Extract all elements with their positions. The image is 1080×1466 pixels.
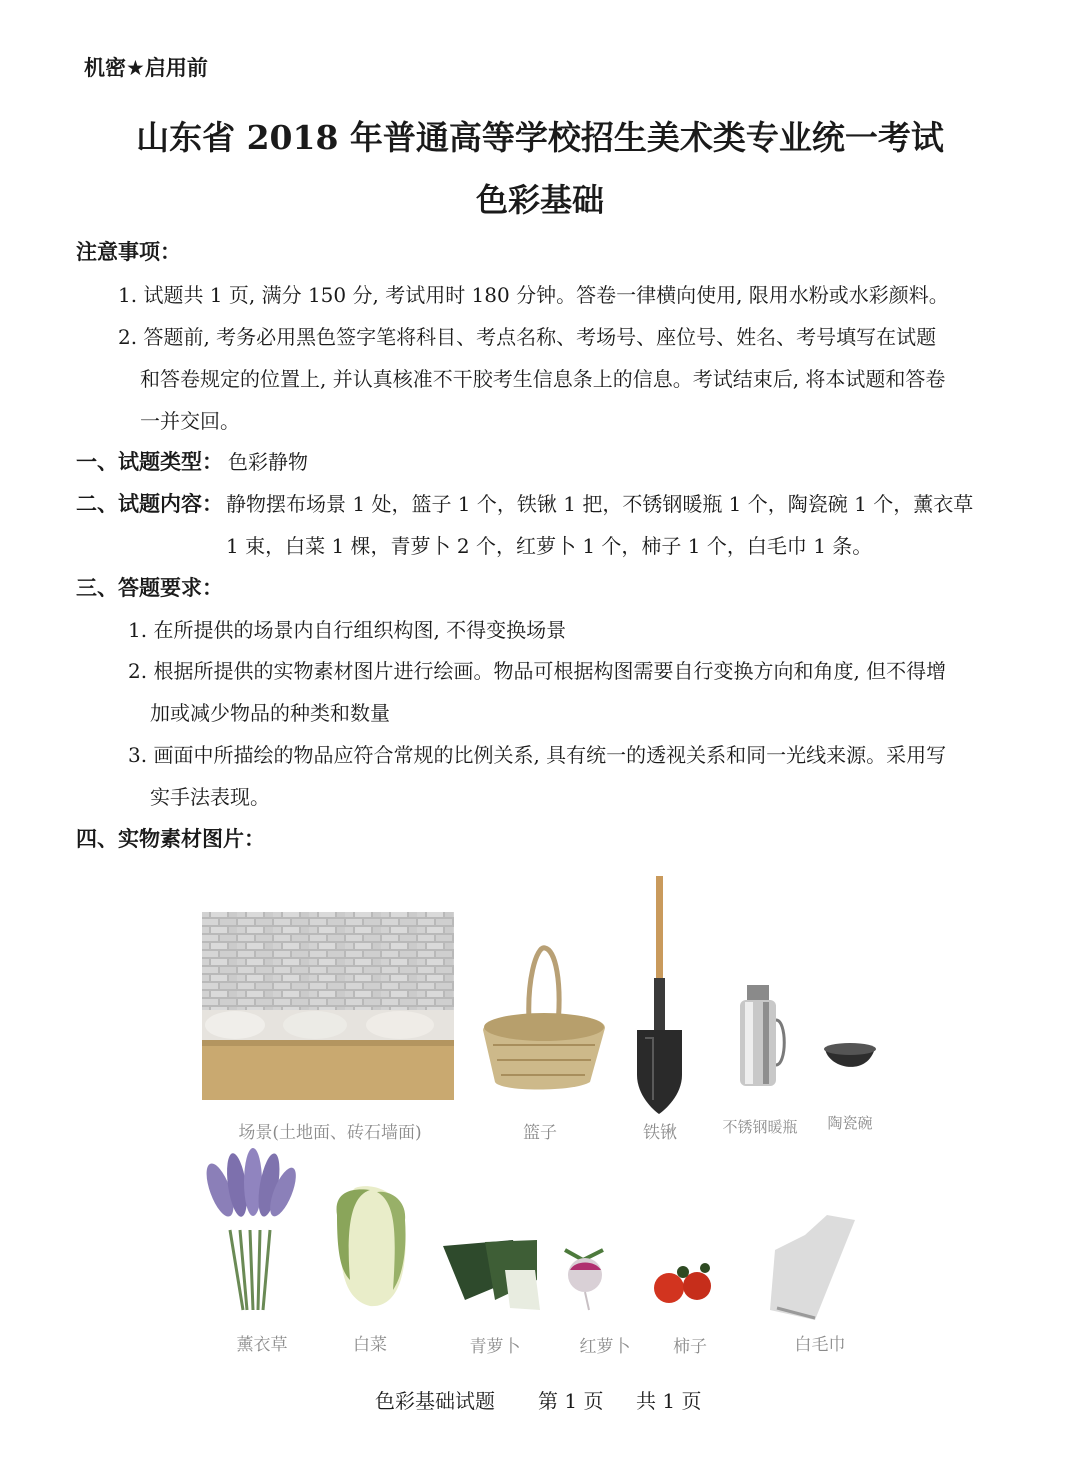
notice-heading: 注意事项： xyxy=(76,240,181,264)
caption-red-radish: 红萝卜 xyxy=(579,1337,631,1357)
section1-heading: 一、试题类型： xyxy=(76,450,223,474)
thermos-image xyxy=(740,985,784,1086)
scene-image xyxy=(202,912,454,1100)
section3-item-3-line2: 实手法表现。 xyxy=(150,785,270,809)
bowl-image xyxy=(824,1043,876,1067)
caption-bowl: 陶瓷碗 xyxy=(827,1114,873,1132)
caption-cabbage: 白菜 xyxy=(353,1335,387,1355)
cabbage-image xyxy=(337,1186,406,1306)
section4-heading: 四、实物素材图片： xyxy=(76,827,265,851)
caption-thermos: 不锈钢暖瓶 xyxy=(722,1118,798,1136)
subject-title: 色彩基础 xyxy=(475,181,604,219)
caption-scene: 场景(土地面、砖石墙面) xyxy=(238,1123,422,1143)
caption-shovel: 铁锹 xyxy=(643,1123,677,1143)
caption-green-radish: 青萝卜 xyxy=(469,1337,521,1357)
red-radish-image xyxy=(565,1250,603,1310)
exam-title: 山东省 2018 年普通高等学校招生美术类专业统一考试 xyxy=(136,118,944,157)
section2-line2: 1 束，白菜 1 棵，青萝卜 2 个，红萝卜 1 个，柿子 1 个，白毛巾 1 条。 xyxy=(226,534,873,558)
caption-towel: 白毛巾 xyxy=(794,1335,846,1355)
towel-image xyxy=(770,1215,855,1320)
notice-item-2-line3: 一并交回。 xyxy=(140,409,240,433)
footer-name: 色彩基础试题 xyxy=(375,1389,495,1413)
section3-item-2-line2: 加或减少物品的种类和数量 xyxy=(150,701,390,725)
notice-item-2-line2: 和答卷规定的位置上, 并认真核准不干胶考生信息条上的信息。考试结束后, 将本试题和答卷 xyxy=(140,367,946,391)
notice-item-1: 1. 试题共 1 页, 满分 150 分, 考试用时 180 分钟。答卷一律横向使用, 限用水粉或水彩颜料。 xyxy=(118,283,949,307)
caption-lavender: 薰衣草 xyxy=(236,1335,288,1355)
section3-item-1: 1. 在所提供的场景内自行组织构图, 不得变换场景 xyxy=(128,618,567,642)
section1-text: 色彩静物 xyxy=(228,450,308,474)
caption-basket: 篮子 xyxy=(523,1123,557,1143)
confidential-mark: 机密★启用前 xyxy=(84,56,208,80)
notice-item-2-line1: 2. 答题前, 考务必用黑色签字笔将科目、考点名称、考场号、座位号、姓名、考号填写在试题 xyxy=(118,325,937,349)
basket-image xyxy=(483,948,605,1090)
footer-total: 共 1 页 xyxy=(636,1389,702,1413)
section2-heading: 二、试题内容： xyxy=(76,492,223,516)
section2-line1: 静物摆布场景 1 处，篮子 1 个，铁锹 1 把，不锈钢暖瓶 1 个，陶瓷碗 1 个，薰衣草 xyxy=(226,492,974,516)
footer-page: 第 1 页 xyxy=(538,1389,604,1413)
section3-heading: 三、答题要求： xyxy=(76,576,223,600)
section3-item-3-line1: 3. 画面中所描绘的物品应符合常规的比例关系, 具有统一的透视关系和同一光线来源。采用写 xyxy=(128,743,947,767)
caption-persimmon: 柿子 xyxy=(673,1337,707,1357)
section3-item-2-line1: 2. 根据所提供的实物素材图片进行绘画。物品可根据构图需要自行变换方向和角度, 但不得增 xyxy=(128,659,947,683)
green-radish-image xyxy=(443,1240,540,1310)
shovel-image xyxy=(637,876,682,1114)
persimmon-image xyxy=(654,1263,711,1303)
lavender-image xyxy=(201,1148,301,1310)
